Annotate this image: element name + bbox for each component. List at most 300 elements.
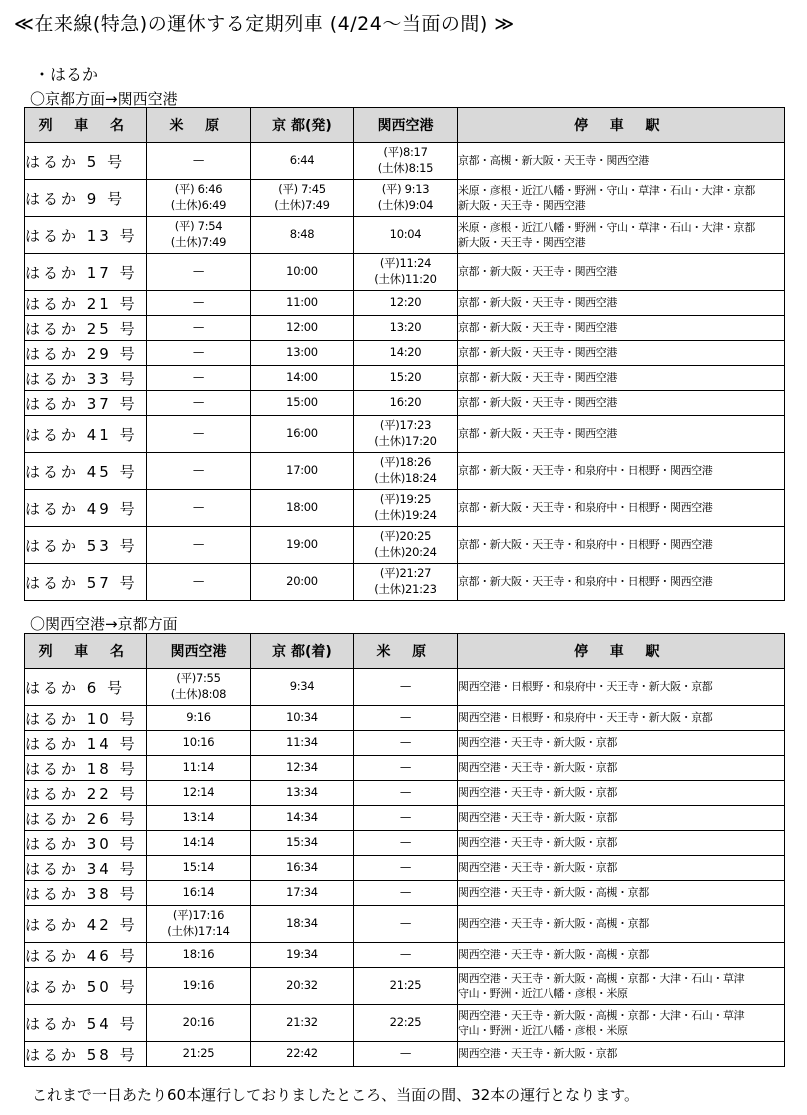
- stops-line: 関西空港・天王寺・新大阪・高槻・京都・大津・石山・草津: [458, 971, 745, 985]
- stops-line: 米原・彦根・近江八幡・野洲・守山・草津・石山・大津・京都: [458, 220, 755, 234]
- kansai-airport-arrival-cell: [354, 143, 458, 180]
- time-line: (平) 7:45: [278, 182, 326, 197]
- kyoto-arrival-cell: [251, 806, 354, 831]
- time-line: —: [192, 295, 205, 310]
- kyoto-departure-cell: [251, 366, 354, 391]
- maibara-time-cell: [147, 217, 251, 254]
- maibara-time-cell: [147, 527, 251, 564]
- header-train-name: 列 車 名: [25, 108, 147, 143]
- time-line: —: [192, 463, 205, 478]
- kyoto-arrival-cell: [251, 943, 354, 968]
- stops-line: 関西空港・天王寺・新大阪・京都: [458, 736, 617, 750]
- time-line: 10:34: [286, 710, 318, 725]
- stops-line: 京都・新大阪・天王寺・関西空港: [458, 427, 617, 441]
- train-name-cell: はるか 5 号: [25, 143, 147, 180]
- kansai-airport-departure-cell: [147, 968, 251, 1005]
- header-kyoto-arrival: 京 都(着): [251, 634, 354, 669]
- maibara-arrival-cell: [354, 831, 458, 856]
- stops-cell: [458, 453, 785, 490]
- train-name-cell: はるか 33 号: [25, 366, 147, 391]
- train-name-cell: はるか 29 号: [25, 341, 147, 366]
- train-name-cell: はるか 13 号: [25, 217, 147, 254]
- train-name-cell: はるか 21 号: [25, 291, 147, 316]
- stops-line: 米原・彦根・近江八幡・野洲・守山・草津・石山・大津・京都: [458, 183, 755, 197]
- time-line: 17:34: [286, 885, 318, 900]
- stops-cell: [458, 968, 785, 1005]
- train-name-cell: はるか 38 号: [25, 881, 147, 906]
- kyoto-departure-cell: [251, 316, 354, 341]
- time-line: —: [399, 947, 412, 962]
- time-line: 10:04: [389, 227, 422, 242]
- kyoto-departure-cell: [251, 341, 354, 366]
- time-line: (土休)17:20: [374, 434, 437, 448]
- time-line: 12:34: [286, 760, 318, 775]
- time-line: 16:34: [286, 860, 318, 875]
- time-line: (土休)9:04: [377, 198, 434, 212]
- kansai-airport-departure-cell: [147, 669, 251, 706]
- time-line: 14:20: [389, 345, 422, 360]
- time-line: (平)17:16: [172, 908, 225, 923]
- time-line: 8:48: [289, 227, 315, 242]
- kansai-airport-arrival-cell: [354, 416, 458, 453]
- stops-line: 京都・新大阪・天王寺・関西空港: [458, 265, 617, 279]
- kansai-airport-arrival-cell: [354, 254, 458, 291]
- train-name-cell: はるか 6 号: [25, 669, 147, 706]
- time-line: (平) 6:46: [174, 182, 223, 197]
- maibara-arrival-cell: [354, 1005, 458, 1042]
- stops-line: 京都・新大阪・天王寺・関西空港: [458, 321, 617, 335]
- table-row: [25, 341, 785, 366]
- time-line: 18:34: [286, 916, 318, 931]
- table-row: [25, 806, 785, 831]
- maibara-time-cell: [147, 366, 251, 391]
- table-row: [25, 316, 785, 341]
- time-line: 15:20: [389, 370, 422, 385]
- time-line: 15:34: [286, 835, 318, 850]
- kansai-airport-departure-cell: [147, 806, 251, 831]
- train-name-cell: はるか 50 号: [25, 968, 147, 1005]
- train-name-cell: はるか 9 号: [25, 180, 147, 217]
- time-line: 13:00: [286, 345, 318, 360]
- stops-line: 関西空港・天王寺・新大阪・京都: [458, 786, 617, 800]
- stops-cell: [458, 366, 785, 391]
- time-line: —: [192, 153, 205, 168]
- stops-cell: [458, 1005, 785, 1042]
- table-row: [25, 669, 785, 706]
- header-kyoto-departure: 京 都(発): [251, 108, 354, 143]
- stops-cell: [458, 856, 785, 881]
- kyoto-arrival-cell: [251, 756, 354, 781]
- stops-line: 京都・新大阪・天王寺・和泉府中・日根野・関西空港: [458, 538, 713, 552]
- kansai-airport-departure-cell: [147, 731, 251, 756]
- time-line: —: [192, 320, 205, 335]
- time-line: 16:20: [389, 395, 422, 410]
- time-line: 15:00: [286, 395, 318, 410]
- time-line: 19:34: [286, 947, 318, 962]
- time-line: (土休)17:14: [167, 924, 230, 938]
- maibara-time-cell: [147, 316, 251, 341]
- table-row: [25, 527, 785, 564]
- kansai-airport-arrival-cell: [354, 490, 458, 527]
- time-line: —: [399, 785, 412, 800]
- stops-line: 京都・新大阪・天王寺・関西空港: [458, 296, 617, 310]
- time-line: 13:14: [182, 810, 215, 825]
- kyoto-departure-cell: [251, 291, 354, 316]
- time-line: 13:34: [286, 785, 318, 800]
- time-line: (平)20:25: [379, 529, 432, 544]
- time-line: (土休)18:24: [374, 471, 437, 485]
- time-line: 18:00: [286, 500, 318, 515]
- time-line: 21:25: [182, 1046, 215, 1061]
- time-line: —: [399, 835, 412, 850]
- stops-cell: [458, 316, 785, 341]
- time-line: 10:00: [286, 264, 318, 279]
- maibara-arrival-cell: [354, 706, 458, 731]
- kansai-airport-departure-cell: [147, 706, 251, 731]
- train-name-cell: はるか 45 号: [25, 453, 147, 490]
- stops-cell: [458, 756, 785, 781]
- time-line: —: [399, 885, 412, 900]
- time-line: —: [192, 500, 205, 515]
- kyoto-departure-cell: [251, 564, 354, 601]
- outbound-timetable: [24, 107, 785, 601]
- time-line: 15:14: [182, 860, 215, 875]
- time-line: (平)8:17: [383, 145, 428, 160]
- stops-line: 関西空港・天王寺・新大阪・高槻・京都・大津・石山・草津: [458, 1008, 745, 1022]
- time-line: —: [399, 916, 412, 931]
- table-row: [25, 706, 785, 731]
- train-name-cell: はるか 58 号: [25, 1042, 147, 1067]
- time-line: 10:16: [182, 735, 215, 750]
- time-line: —: [399, 860, 412, 875]
- maibara-time-cell: [147, 254, 251, 291]
- kansai-airport-arrival-cell: [354, 391, 458, 416]
- kyoto-arrival-cell: [251, 669, 354, 706]
- table-row: [25, 943, 785, 968]
- header-kansai-airport: 関西空港: [354, 108, 458, 143]
- kansai-airport-departure-cell: [147, 1042, 251, 1067]
- time-line: 12:00: [286, 320, 318, 335]
- stops-cell: [458, 564, 785, 601]
- table-row: [25, 1005, 785, 1042]
- train-name-cell: はるか 53 号: [25, 527, 147, 564]
- kyoto-arrival-cell: [251, 1042, 354, 1067]
- time-line: (平)18:26: [379, 455, 432, 470]
- time-line: (土休)6:49: [170, 198, 227, 212]
- train-name-cell: はるか 46 号: [25, 943, 147, 968]
- maibara-arrival-cell: [354, 968, 458, 1005]
- time-line: (土休)8:15: [377, 161, 434, 175]
- header-kansai-airport: 関西空港: [147, 634, 251, 669]
- train-name-cell: はるか 14 号: [25, 731, 147, 756]
- stops-cell: [458, 254, 785, 291]
- time-line: 21:25: [389, 978, 422, 993]
- stops-line: 新大阪・天王寺・関西空港: [458, 199, 586, 212]
- stops-cell: [458, 341, 785, 366]
- inbound-timetable: [24, 633, 785, 1067]
- time-line: 20:00: [286, 574, 318, 589]
- time-line: (平) 7:54: [174, 219, 223, 234]
- maibara-time-cell: [147, 180, 251, 217]
- stops-cell: [458, 217, 785, 254]
- time-line: (土休)21:23: [374, 582, 437, 596]
- maibara-time-cell: [147, 490, 251, 527]
- kansai-airport-departure-cell: [147, 856, 251, 881]
- stops-line: 関西空港・天王寺・新大阪・京都: [458, 861, 617, 875]
- time-line: (平) 9:13: [381, 182, 430, 197]
- time-line: (平)7:55: [176, 671, 221, 686]
- time-line: —: [192, 574, 205, 589]
- maibara-arrival-cell: [354, 781, 458, 806]
- kansai-airport-arrival-cell: [354, 366, 458, 391]
- train-name-cell: はるか 25 号: [25, 316, 147, 341]
- table-header-row: [25, 634, 785, 669]
- header-stops: 停 車 駅: [458, 108, 785, 143]
- time-line: —: [192, 370, 205, 385]
- kyoto-departure-cell: [251, 217, 354, 254]
- time-line: 14:14: [182, 835, 215, 850]
- time-line: 9:16: [186, 710, 211, 725]
- time-line: 16:00: [286, 426, 318, 441]
- stops-line: 関西空港・天王寺・新大阪・京都: [458, 811, 617, 825]
- maibara-arrival-cell: [354, 906, 458, 943]
- kansai-airport-arrival-cell: [354, 527, 458, 564]
- header-train-name: 列 車 名: [25, 634, 147, 669]
- kyoto-departure-cell: [251, 490, 354, 527]
- maibara-arrival-cell: [354, 1042, 458, 1067]
- maibara-arrival-cell: [354, 881, 458, 906]
- table-header-row: [25, 108, 785, 143]
- stops-line: 守山・野洲・近江八幡・彦根・米原: [458, 1024, 628, 1037]
- time-line: (土休)8:08: [170, 687, 227, 701]
- stops-cell: [458, 180, 785, 217]
- stops-cell: [458, 781, 785, 806]
- time-line: —: [399, 679, 412, 694]
- time-line: (平)21:27: [379, 566, 432, 581]
- time-line: —: [192, 395, 205, 410]
- time-line: 22:25: [389, 1015, 422, 1030]
- train-name-cell: はるか 17 号: [25, 254, 147, 291]
- train-name-cell: はるか 34 号: [25, 856, 147, 881]
- stops-line: 京都・新大阪・天王寺・和泉府中・日根野・関西空港: [458, 575, 713, 589]
- maibara-time-cell: [147, 416, 251, 453]
- time-line: 14:34: [286, 810, 318, 825]
- time-line: 19:00: [286, 537, 318, 552]
- kyoto-departure-cell: [251, 453, 354, 490]
- stops-line: 関西空港・天王寺・新大阪・高槻・京都: [458, 917, 649, 931]
- kansai-airport-departure-cell: [147, 781, 251, 806]
- time-line: —: [192, 345, 205, 360]
- header-maibara: 米 原: [147, 108, 251, 143]
- stops-cell: [458, 881, 785, 906]
- stops-cell: [458, 1042, 785, 1067]
- maibara-arrival-cell: [354, 943, 458, 968]
- time-line: 12:20: [389, 295, 422, 310]
- maibara-time-cell: [147, 143, 251, 180]
- outbound-direction-label: 〇京都方面→関西空港: [30, 90, 178, 108]
- table-row: [25, 856, 785, 881]
- train-name-cell: はるか 37 号: [25, 391, 147, 416]
- stops-line: 京都・新大阪・天王寺・和泉府中・日根野・関西空港: [458, 501, 713, 515]
- kyoto-arrival-cell: [251, 856, 354, 881]
- time-line: —: [399, 810, 412, 825]
- table-row: [25, 254, 785, 291]
- kyoto-arrival-cell: [251, 1005, 354, 1042]
- time-line: —: [192, 426, 205, 441]
- table-row: [25, 453, 785, 490]
- kyoto-arrival-cell: [251, 906, 354, 943]
- time-line: 12:14: [182, 785, 215, 800]
- time-line: 22:42: [286, 1046, 318, 1061]
- time-line: 17:00: [286, 463, 318, 478]
- section-heading: ・はるか: [34, 65, 99, 84]
- stops-cell: [458, 731, 785, 756]
- kyoto-arrival-cell: [251, 968, 354, 1005]
- kansai-airport-departure-cell: [147, 906, 251, 943]
- kansai-airport-departure-cell: [147, 831, 251, 856]
- train-name-cell: はるか 26 号: [25, 806, 147, 831]
- time-line: 11:34: [286, 735, 318, 750]
- table-row: [25, 756, 785, 781]
- time-line: 11:14: [182, 760, 215, 775]
- maibara-arrival-cell: [354, 856, 458, 881]
- page-title: ≪在来線(特急)の運休する定期列車 (4/24～当面の間) ≫: [14, 13, 515, 35]
- stops-line: 京都・新大阪・天王寺・和泉府中・日根野・関西空港: [458, 464, 713, 478]
- time-line: 14:00: [286, 370, 318, 385]
- stops-line: 関西空港・日根野・和泉府中・天王寺・新大阪・京都: [458, 711, 713, 725]
- train-name-cell: はるか 57 号: [25, 564, 147, 601]
- table-row: [25, 906, 785, 943]
- table-row: [25, 831, 785, 856]
- time-line: (土休)11:20: [374, 272, 437, 286]
- table-row: [25, 968, 785, 1005]
- stops-line: 関西空港・天王寺・新大阪・高槻・京都: [458, 948, 649, 962]
- time-line: (土休)19:24: [374, 508, 437, 522]
- kyoto-arrival-cell: [251, 881, 354, 906]
- time-line: (土休)20:24: [374, 545, 437, 559]
- stops-line: 京都・新大阪・天王寺・関西空港: [458, 396, 617, 410]
- table-row: [25, 564, 785, 601]
- stops-cell: [458, 806, 785, 831]
- train-name-cell: はるか 10 号: [25, 706, 147, 731]
- kansai-airport-departure-cell: [147, 756, 251, 781]
- stops-cell: [458, 143, 785, 180]
- inbound-direction-label: 〇関西空港→京都方面: [30, 615, 178, 633]
- kyoto-departure-cell: [251, 143, 354, 180]
- train-name-cell: はるか 30 号: [25, 831, 147, 856]
- table-row: [25, 291, 785, 316]
- stops-cell: [458, 831, 785, 856]
- maibara-arrival-cell: [354, 806, 458, 831]
- stops-cell: [458, 291, 785, 316]
- time-line: —: [399, 1046, 412, 1061]
- kyoto-arrival-cell: [251, 731, 354, 756]
- kyoto-arrival-cell: [251, 781, 354, 806]
- time-line: —: [192, 264, 205, 279]
- table-row: [25, 1042, 785, 1067]
- maibara-arrival-cell: [354, 756, 458, 781]
- maibara-time-cell: [147, 391, 251, 416]
- table-row: [25, 781, 785, 806]
- time-line: 21:32: [286, 1015, 318, 1030]
- train-name-cell: はるか 49 号: [25, 490, 147, 527]
- kansai-airport-arrival-cell: [354, 316, 458, 341]
- kansai-airport-departure-cell: [147, 1005, 251, 1042]
- time-line: —: [192, 537, 205, 552]
- kansai-airport-arrival-cell: [354, 564, 458, 601]
- stops-line: 守山・野洲・近江八幡・彦根・米原: [458, 987, 628, 1000]
- time-line: (平)19:25: [379, 492, 432, 507]
- kyoto-departure-cell: [251, 527, 354, 564]
- time-line: —: [399, 710, 412, 725]
- header-stops: 停 車 駅: [458, 634, 785, 669]
- kyoto-arrival-cell: [251, 706, 354, 731]
- table-row: [25, 490, 785, 527]
- kansai-airport-arrival-cell: [354, 217, 458, 254]
- stops-line: 京都・新大阪・天王寺・関西空港: [458, 346, 617, 360]
- header-maibara: 米 原: [354, 634, 458, 669]
- kyoto-departure-cell: [251, 416, 354, 453]
- time-line: 20:32: [286, 978, 318, 993]
- time-line: 13:20: [389, 320, 422, 335]
- train-name-cell: はるか 18 号: [25, 756, 147, 781]
- maibara-time-cell: [147, 291, 251, 316]
- time-line: (土休)7:49: [170, 235, 227, 249]
- stops-line: 新大阪・天王寺・関西空港: [458, 236, 586, 249]
- table-row: [25, 881, 785, 906]
- maibara-time-cell: [147, 564, 251, 601]
- train-name-cell: はるか 42 号: [25, 906, 147, 943]
- table-row: [25, 391, 785, 416]
- time-line: —: [399, 760, 412, 775]
- kansai-airport-arrival-cell: [354, 291, 458, 316]
- stops-cell: [458, 906, 785, 943]
- time-line: (平)17:23: [379, 418, 432, 433]
- footer-note: これまで一日あたり60本運行しておりましたところ、当面の間、32本の運行となります。: [32, 1086, 639, 1104]
- kansai-airport-arrival-cell: [354, 453, 458, 490]
- time-line: 20:16: [182, 1015, 215, 1030]
- stops-line: 京都・新大阪・天王寺・関西空港: [458, 371, 617, 385]
- stops-cell: [458, 943, 785, 968]
- time-line: —: [399, 735, 412, 750]
- maibara-arrival-cell: [354, 669, 458, 706]
- time-line: (平)11:24: [379, 256, 432, 271]
- time-line: 16:14: [182, 885, 215, 900]
- stops-line: 関西空港・天王寺・新大阪・高槻・京都: [458, 886, 649, 900]
- train-name-cell: はるか 22 号: [25, 781, 147, 806]
- kyoto-arrival-cell: [251, 831, 354, 856]
- maibara-arrival-cell: [354, 731, 458, 756]
- stops-line: 関西空港・天王寺・新大阪・京都: [458, 1047, 617, 1061]
- maibara-time-cell: [147, 341, 251, 366]
- time-line: 9:34: [289, 679, 315, 694]
- table-row: [25, 731, 785, 756]
- train-name-cell: はるか 41 号: [25, 416, 147, 453]
- stops-line: 京都・高槻・新大阪・天王寺・関西空港: [458, 154, 649, 168]
- table-row: [25, 180, 785, 217]
- stops-cell: [458, 490, 785, 527]
- stops-line: 関西空港・天王寺・新大阪・京都: [458, 836, 617, 850]
- maibara-time-cell: [147, 453, 251, 490]
- kansai-airport-arrival-cell: [354, 180, 458, 217]
- train-name-cell: はるか 54 号: [25, 1005, 147, 1042]
- kansai-airport-departure-cell: [147, 943, 251, 968]
- stops-cell: [458, 416, 785, 453]
- time-line: 18:16: [182, 947, 215, 962]
- time-line: (土休)7:49: [274, 198, 330, 212]
- stops-line: 関西空港・日根野・和泉府中・天王寺・新大阪・京都: [458, 680, 713, 694]
- table-row: [25, 217, 785, 254]
